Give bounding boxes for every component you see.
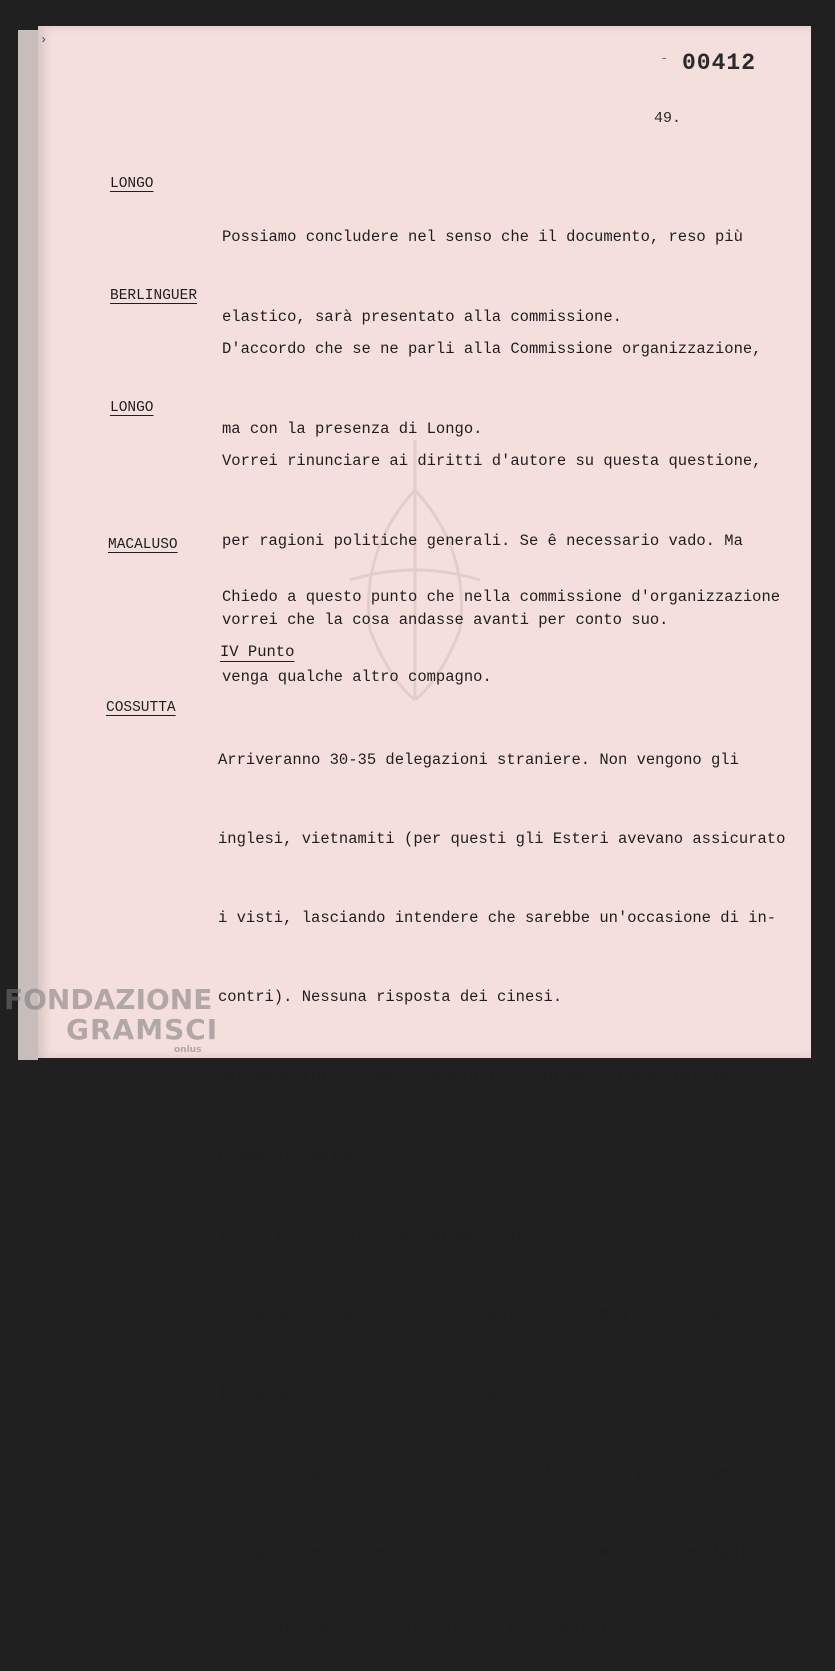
stamp-dash: -	[660, 51, 669, 67]
speaker-label: LONGO	[110, 400, 154, 416]
text-line: contri). Nessuna risposta dei cinesi.	[218, 988, 563, 1007]
text-line: elastico, sarà presentato alla commissione.	[222, 307, 622, 326]
text-line: Circa il calendario del Congresso, la serata per l'esame dei	[218, 1463, 777, 1482]
text-line: Prima del Congresso c'è l'omaggio alla tomba di Togliatti e	[218, 1305, 767, 1324]
text-line: vorrei che la cosa andasse avanti per conto suo.	[222, 611, 669, 629]
text-line: per ragioni politiche generali. Se ê necessario vado. Ma	[222, 531, 743, 550]
text-line: delegati deve essere ancora fissata. Avremo due pomeriggi	[218, 1543, 749, 1561]
text-line: Arriveranno 30-35 delegazioni straniere. Non vengono gli	[218, 750, 739, 769]
page-number: 49.	[654, 110, 682, 127]
logo-line-1: FONDAZIONE	[4, 983, 213, 1016]
logo-line-2: GRAMSCI	[66, 1013, 219, 1046]
speaker-label: LONGO	[110, 176, 154, 192]
text-line: i visti, lasciando intendere che sarebbe un'occasione di in-	[218, 909, 777, 928]
speaker-label: BERLINGUER	[110, 288, 198, 304]
text-line: Chiedo a questo punto che nella commissione d'organizzazione	[222, 588, 781, 606]
text-line: D'accordo che se ne parli alla Commissione organizzazione,	[222, 340, 762, 358]
speaker-label: COSSUTTA	[106, 700, 176, 716]
document-number: 00412	[682, 50, 757, 76]
foundation-logo	[4, 985, 218, 1055]
text-line: venga qualche altro compagno.	[222, 667, 492, 686]
text-line: (martedì e metà settimana) per le commissioni.	[218, 1622, 646, 1641]
text-line: inglesi, vietnamiti (per questi gli Esteri avevano assicurato	[218, 830, 786, 849]
speaker-label: MACALUSO	[108, 537, 178, 553]
margin-mark: ›	[40, 33, 48, 47]
speech-paragraph	[218, 694, 785, 1671]
speech-paragraph	[222, 531, 780, 717]
text-line: Vorrei rinunciare ai diritti d'autore su questa questione,	[222, 452, 762, 470]
text-line: l'inaugurazione della sala Togliatti al Gramsci.	[218, 1384, 665, 1403]
logo-line-3: onlus	[174, 1045, 202, 1055]
binding-edge	[18, 30, 38, 1060]
text-line: Francia: Duclos.	[218, 1146, 367, 1165]
text-line: Arrivano tutti i paesi socialisti europei, Cuba. Per la	[218, 1067, 730, 1086]
text-line: I servizi tecnici sono organizzati.	[218, 1226, 544, 1245]
text-line: ma con la presenza di Longo.	[222, 419, 483, 438]
section-title: IV Punto	[220, 643, 295, 661]
text-line: Possiamo concludere nel senso che il documento, reso più	[222, 228, 743, 246]
